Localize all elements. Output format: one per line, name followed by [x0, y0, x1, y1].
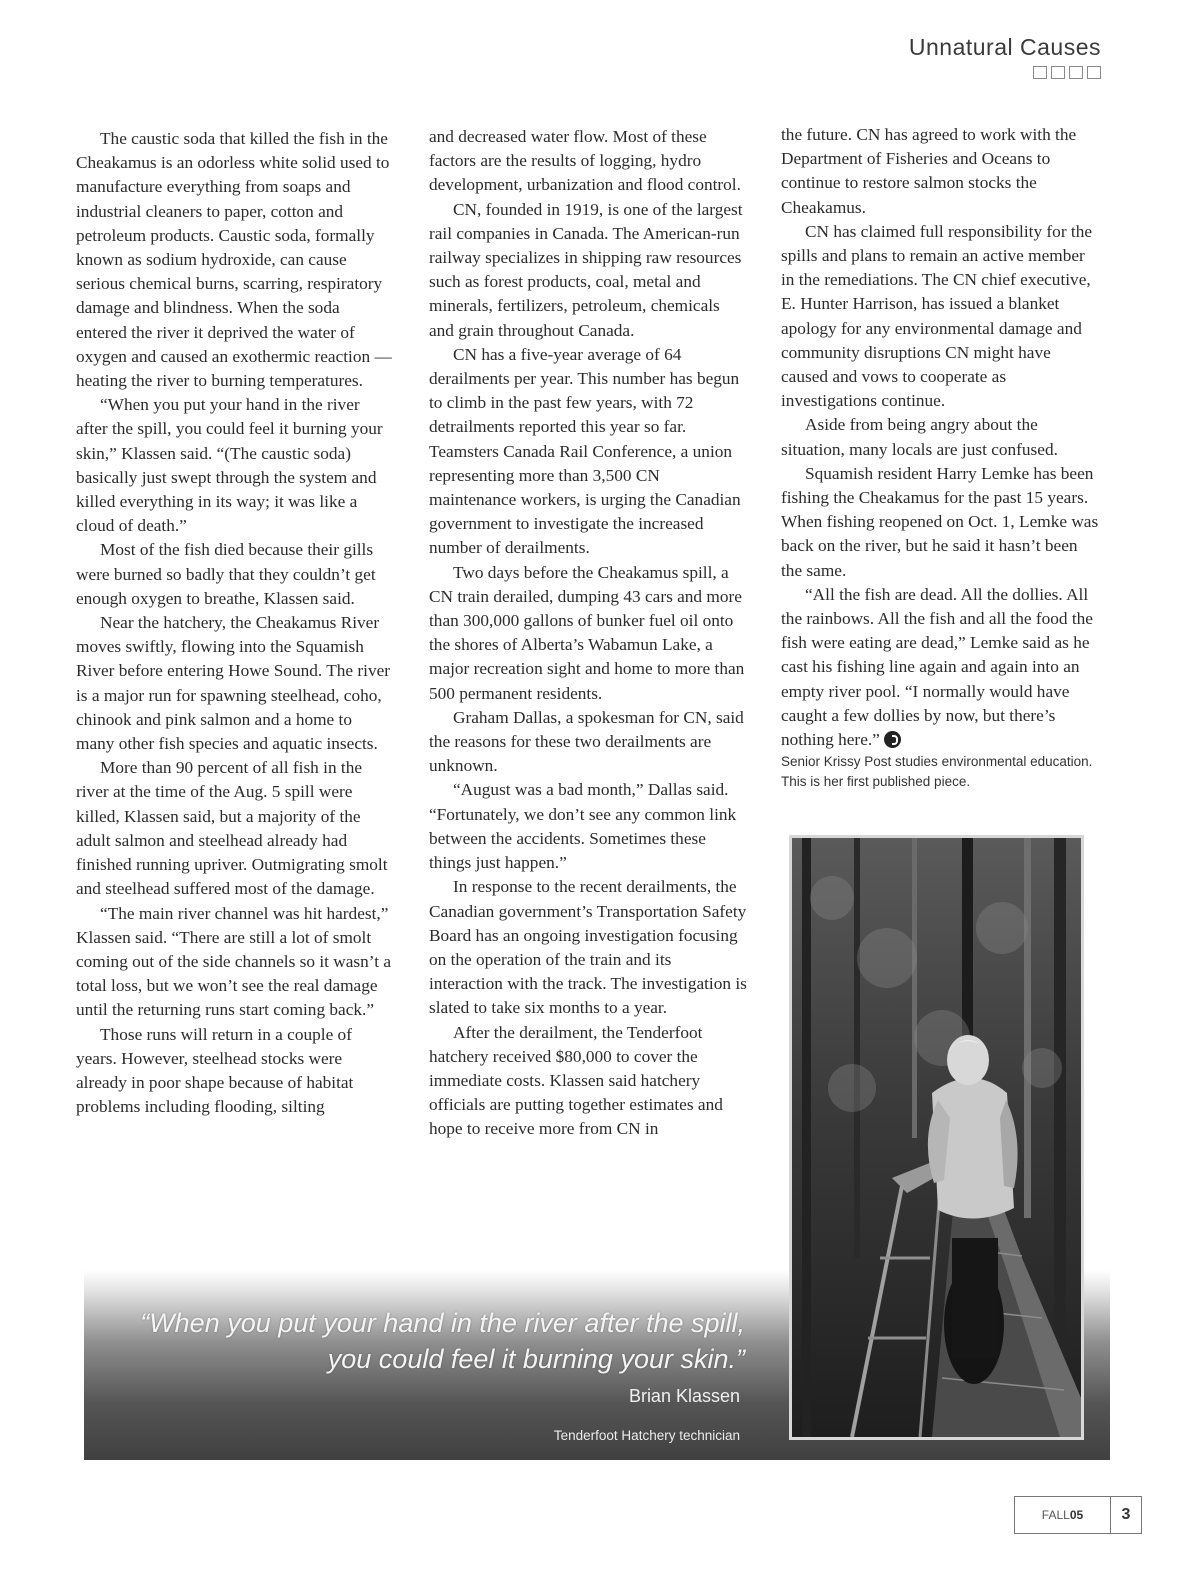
paragraph: “August was a bad month,” Dallas said. “Fortunately, we don’t see any common link between the accidents. Sometimes these things just happen.”	[429, 780, 737, 873]
paragraph: the future. CN has agreed to work with the Department of Fisheries and Oceans to continue to restore salmon stocks the Cheakamus.	[781, 125, 1077, 217]
paragraph: Aside from being angry about the situation, many locals are just confused.	[781, 415, 1058, 459]
photo-illustration	[792, 838, 1081, 1437]
article-column-1	[76, 127, 392, 1119]
paragraph: “The main river channel was hit hardest,” Klassen said. “There are still a lot of smolt coming out of the side channels so it wasn’t a total loss, but we won’t see the real damage until the returning runs start coming back.”	[76, 903, 392, 1020]
paragraph: Two days before the Cheakamus spill, a CN train derailed, dumping 43 cars and more than 300,000 gallons of bunker fuel oil onto the shores of Alberta’s Wabamun Lake, a major recreation sight and home to more than 500 permanent residents.	[429, 562, 745, 703]
square-outline-icon	[1033, 66, 1047, 79]
paragraph: and decreased water flow. Most of these factors are the results of logging, hydro development, urbanization and flood control.	[429, 127, 741, 195]
paragraph: CN, founded in 1919, is one of the largest rail companies in Canada. The American-run railway specializes in shipping raw resources such as forest products, coal, metal and minerals, fertilizers, petroleum, chemicals and grain throughout Canada.	[429, 199, 743, 340]
paragraph: CN has a five-year average of 64 derailments per year. This number has begun to climb in the past few years, with 72 detrailments reported this year so far. Teamsters Canada Rail Conference, a union representing more than 3,500 CN maintenance workers, is urging the Canadian government to investigate the increased number of derailments.	[429, 344, 741, 558]
author-byline: Senior Krissy Post studies environmental education. This is her first published piece.	[781, 754, 1093, 790]
issue-label	[1015, 1497, 1111, 1533]
paragraph: After the derailment, the Tenderfoot hatchery received $80,000 to cover the immediate costs. Klassen said hatchery officials are putting together estimates and hope to receive more from CN in	[429, 1022, 723, 1139]
square-outline-icon	[1051, 66, 1065, 79]
section-boxes-icon	[1033, 66, 1101, 79]
paragraph: CN has claimed full responsibility for the spills and plans to remain an active member in the remediations. The CN chief executive, E. Hunter Harrison, has issued a blanket apology for any environmental damage and community disruptions CN might have caused and vows to cooperate as investigations continue.	[781, 221, 1093, 411]
page-number: 3	[1121, 1506, 1131, 1523]
paragraph: More than 90 percent of all fish in the river at the time of the Aug. 5 spill were killed, Klassen said, but a majority of the adult salmon and steelhead already had finished running upriver. Outmigrating smolt and steelhead suffered most of the damage.	[76, 758, 388, 899]
pull-quote-line: “When you put your hand in the river after the spill,	[140, 1308, 745, 1338]
last-paragraph	[781, 583, 1101, 752]
issue-season: FALL	[1041, 1508, 1070, 1522]
paragraph-text: “All the fish are dead. All the dollies. All the rainbows. All the fish and all the food the fish were eating are dead,” Lemke said as he cast his fishing line again and again into an empty river pool. “I normally would have caught a few dollies by now, but there’s nothing here.”	[781, 584, 1093, 750]
square-outline-icon	[1069, 66, 1083, 79]
pull-quote-attribution-role: Tenderfoot Hatchery technician	[553, 1428, 740, 1443]
square-outline-icon	[1087, 66, 1101, 79]
pull-quote-line: you could feel it burning your skin.”	[327, 1344, 745, 1374]
paragraph: Graham Dallas, a spokesman for CN, said the reasons for these two derailments are unknown.	[429, 707, 744, 776]
photo-man-on-footbridge	[789, 835, 1084, 1440]
end-mark-icon	[884, 731, 901, 748]
paragraph: Those runs will return in a couple of years. However, steelhead stocks were already in poor shape because of habitat problems including flooding, silting	[76, 1024, 354, 1117]
paragraph: Near the hatchery, the Cheakamus River moves swiftly, flowing into the Squamish River before entering Howe Sound. The river is a major run for spawning steelhead, coho, chinook and pink salmon and a home to many other fish species and aquatic insects.	[76, 613, 391, 754]
paragraph: Most of the fish died because their gills were burned so badly that they couldn’t get enough oxygen to breathe, Klassen said.	[76, 540, 376, 608]
paragraph: Squamish resident Harry Lemke has been fishing the Cheakamus for the past 15 years. When fishing reopened on Oct. 1, Lemke was back on the river, but he said it hasn’t been the same.	[781, 463, 1099, 580]
paragraph: In response to the recent derailments, the Canadian government’s Transportation Safety Board has an ongoing investigation focusing on the operation of the train and its interaction with the track. The investigation is slated to take six months to a year.	[429, 877, 747, 1018]
pull-quote-attribution-name: Brian Klassen	[628, 1386, 740, 1406]
article-column-3	[781, 123, 1101, 792]
issue-year: 05	[1069, 1508, 1084, 1522]
paragraph: “When you put your hand in the river after the spill, you could feel it burning your skin,” Klassen said. “(The caustic soda) basically just swept through the system and killed everything in its way; it was like a cloud of death.”	[76, 395, 383, 536]
section-title: Unnatural Causes	[908, 34, 1101, 60]
pull-quote	[100, 1305, 745, 1377]
page-folio	[1014, 1496, 1142, 1534]
article-column-2	[429, 125, 749, 1142]
paragraph: The caustic soda that killed the fish in the Cheakamus is an odorless white solid used to manufacture everything from soaps and industrial cleaners to paper, cotton and petroleum products. Caustic soda, formally known as sodium hydroxide, can cause serious chemical burns, scarring, respiratory damage and blindness. When the soda entered the river it deprived the water of oxygen and caused an exothermic reaction — heating the river to burning temperatures.	[76, 129, 392, 391]
